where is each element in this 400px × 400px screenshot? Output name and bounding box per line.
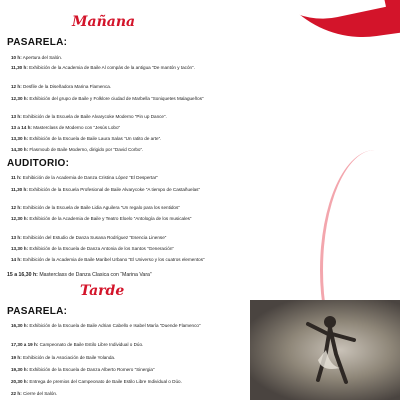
list-item: 15 a 16,30 h: Masterclass de Danza Clasica con “Marina Vara”: [7, 272, 152, 278]
list-item: 12 h: Exhibición de la Escuela de Baile Lidia Aguilera “Un regalo para los sentidos”: [11, 205, 180, 210]
list-item: 11,30 h: Exhibición de la Academia de Baile Al compás de la antigua “De mantón y tacón”.: [11, 65, 195, 70]
list-item: 14,30 h: Flasmoub de Baile Moderno, dirigido por “David Corbo”.: [11, 147, 144, 152]
list-item: 13,30 h: Exhibición de la Escuela de Baile Laura Salas “Un ratito de arte”.: [11, 136, 162, 141]
heading-pasarela-manana: PASARELA:: [7, 37, 68, 48]
list-item: 17,30 a 19 h: Campeonato de Baile Estilo Libre Individual o Dúo.: [11, 342, 144, 347]
list-item: 19,30 h: Exhibición de la Escuela de Danza Alberto Romero “Sinergia”: [11, 367, 155, 372]
list-item: 13,30 h: Exhibición de la Escuela de Danza Antonia de los Santos “Generación”: [11, 246, 174, 251]
list-item: 12 h: Desfile de la Diseñadora Marina Flamenca.: [11, 84, 112, 89]
list-item: 11,30 h: Exhibición de la Escuela Profesional de Baile Alvarycoke “A tiempo de Castañuelas”: [11, 187, 200, 192]
heading-pasarela-tarde: PASARELA:: [7, 306, 68, 317]
list-item: 10 h: Apertura del Salón.: [11, 55, 63, 60]
list-item: 13 a 14 h: Masterclass de Moderno con “Jesús Lobo”: [11, 125, 121, 130]
list-item: 11 h: Exhibición de la Academia de Danza Cristina López “El Despertar”: [11, 175, 158, 180]
heading-auditorio: AUDITORIO:: [7, 158, 70, 169]
section-title-manana: Mañana: [72, 14, 136, 30]
dancer-silhouette-icon: [300, 310, 360, 390]
list-item: 12,30 h: Exhibición del grupo de Baile y Folklore ciudad de Marbella “Soniquetes Malagueños”: [11, 96, 204, 101]
list-item: 12,30 h: Exhibición de la Academia de Baile y Teatro Eloelo “Antología de los musicales”: [11, 216, 192, 221]
list-item: 20,30 h: Entrega de premios del Campeonato de Baile Estilo Libre Individual o Dúo.: [11, 379, 182, 384]
section-title-tarde: Tarde: [80, 283, 125, 299]
list-item: 14 h: Exhibición de la Academia de Baile Maribel Urbano “El Universo y los cuatros elementos”: [11, 257, 205, 262]
list-item: 13 h: Exhibición de la Escuela de Baile Alvarycoke Moderno “Pin up Dance”.: [11, 114, 167, 119]
list-item: 13 h: Exhibición del Estudio de Danza Susana Rodríguez “Esencia Linense”: [11, 235, 167, 240]
list-item: 19 h: Exhibición de la Asociación de Baile Yolanda.: [11, 355, 116, 360]
list-item: 16,30 h: Exhibición de la Escuela de Baile Adrian Cabello e Isabel María “Duende Flamenco”: [11, 323, 201, 328]
list-item: 22 h: Cierre del Salón.: [11, 391, 58, 396]
